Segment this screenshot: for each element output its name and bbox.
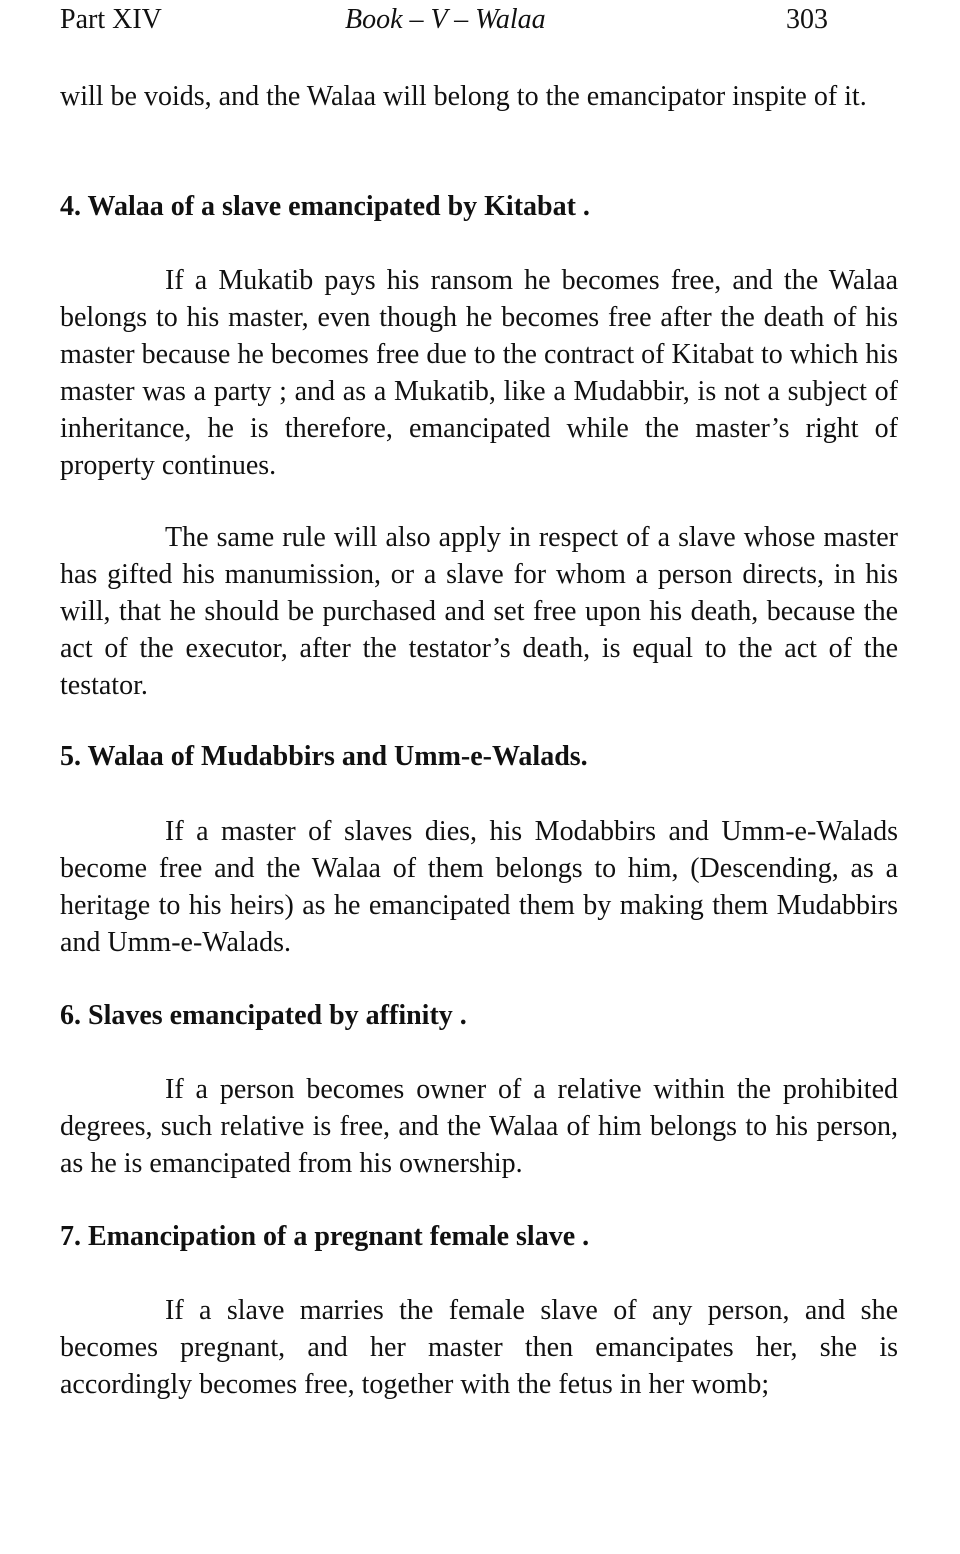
paragraph-6: If a person becomes owner of a relative within the prohibited degrees, such relative is free, and the Walaa of him belongs to his person, as he is emancipated from his ownership. (60, 1074, 898, 1179)
book-title: Book – V – Walaa (345, 4, 546, 35)
part-label: Part XIV (60, 4, 162, 35)
section-heading-6: 6. Slaves emancipated by affinity . (60, 1000, 467, 1031)
paragraph-5: If a master of slaves dies, his Modabbirs and Umm-e-Walads become free and the Walaa of them belongs to him, (Descending, as a heritage to his heirs) as he emancipated them by making them Mudabbirs and Umm-e-Walads. (60, 816, 898, 958)
section-heading-5: 5. Walaa of Mudabbirs and Umm-e-Walads. (60, 741, 588, 772)
section-heading-4: 4. Walaa of a slave emancipated by Kitabat . (60, 191, 590, 222)
running-header (60, 4, 898, 40)
page-number: 303 (786, 4, 828, 35)
paragraph-intro: will be voids, and the Walaa will belong to the emancipator inspite of it. (60, 81, 867, 112)
paragraph-4a: If a Mukatib pays his ransom he becomes free, and the Walaa belongs to his master, even though he becomes free after the death of his master because he becomes free due to the contract of Kitabat to which his master was a party ; and as a Mukatib, like a Mudabbir, is not a subject of inheritance, he is therefore, emancipated while the master’s right of property continues. (60, 265, 898, 481)
section-heading-7: 7. Emancipation of a pregnant female slave . (60, 1221, 590, 1252)
paragraph-4b: The same rule will also apply in respect of a slave whose master has gifted his manumission, or a slave for whom a person directs, in his will, that he should be purchased and set free upon his death, because the act of the executor, after the testator’s death, is equal to the act of the testator. (60, 522, 898, 701)
paragraph-7: If a slave marries the female slave of any person, and she becomes pregnant, and her master then emancipates her, she is accordingly becomes free, together with the fetus in her womb; (60, 1295, 898, 1400)
